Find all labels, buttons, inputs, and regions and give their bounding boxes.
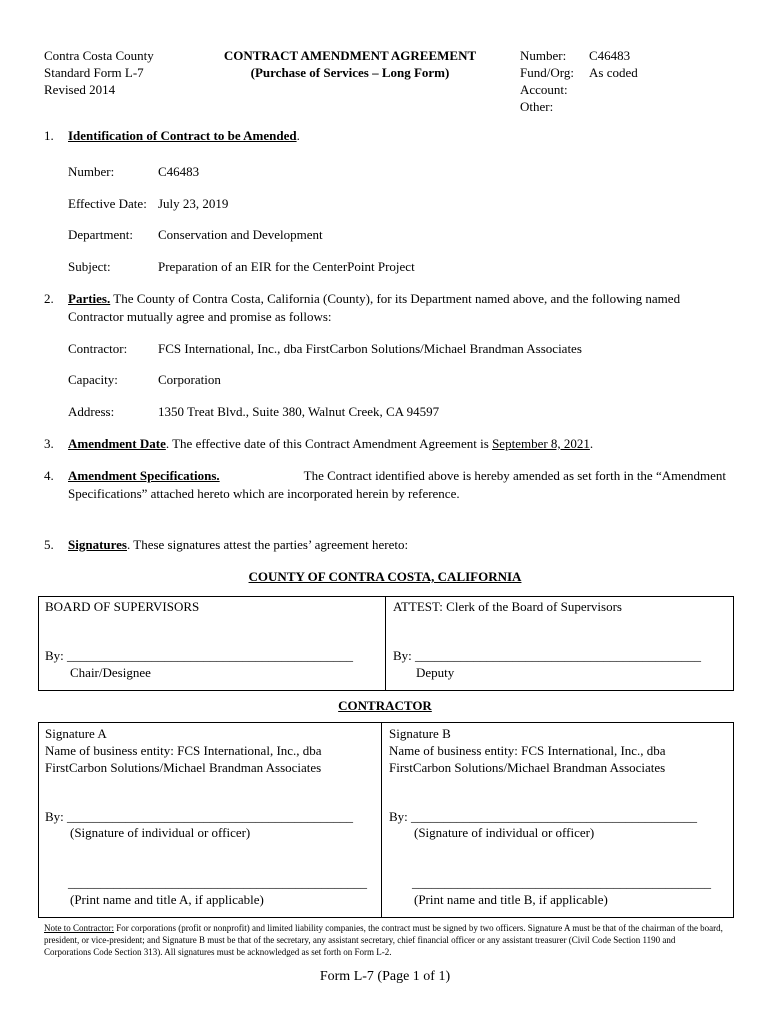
signature-b-heading: Signature B <box>389 726 451 741</box>
field-label-subject: Subject: <box>68 259 111 274</box>
page-footer: Form L-7 (Page 1 of 1) <box>319 969 451 984</box>
signature-b-entity-line-2: FirstCarbon Solutions/Michael Brandman Associates <box>389 760 666 775</box>
signature-a-caption: (Signature of individual or officer) <box>70 825 251 840</box>
form-origin <box>44 47 154 98</box>
signature-b-line[interactable]: By: ____________________________________________ <box>389 809 698 824</box>
deputy-caption: Deputy <box>416 665 455 680</box>
field-value-department: Conservation and Development <box>158 227 323 242</box>
field-label-department: Department: <box>68 227 133 242</box>
field-label-address: Address: <box>68 404 115 419</box>
header-number-labels: Number: Fund/Org: Account: Other: <box>520 48 574 114</box>
signature-a-entity-line-1: Name of business entity: FCS International, Inc., dba <box>45 743 322 758</box>
signature-b-block <box>389 725 666 776</box>
print-name-a-caption: (Print name and title A, if applicable) <box>70 892 264 907</box>
section-2-line-1: Parties. The County of Contra Costa, California (County), for its Department named above, and the following named <box>68 291 681 306</box>
section-5-text: Signatures. These signatures attest the parties’ agreement hereto: <box>68 537 409 552</box>
section-3-text: Amendment Date. The effective date of this Contract Amendment Agreement is September 8, 2021. <box>68 436 594 451</box>
contractor-title: CONTRACTOR <box>338 698 432 713</box>
county-table-divider <box>385 596 386 691</box>
section-1-number: 1. <box>44 128 54 143</box>
section-2-number: 2. <box>44 291 54 306</box>
document-title: CONTRACT AMENDMENT AGREEMENT <box>223 48 477 63</box>
signature-b-entity-line-1: Name of business entity: FCS International, Inc., dba <box>389 743 666 758</box>
section-2-line-2: Contractor mutually agree and promise as follows: <box>68 309 332 324</box>
signature-a-line[interactable]: By: ____________________________________________ <box>45 809 354 824</box>
header-number-values <box>589 47 638 81</box>
section-4-number: 4. <box>44 468 54 483</box>
section-4-line-1: Amendment Specifications. The Contract identified above is hereby amended as set forth in the “Amendment <box>68 468 726 483</box>
field-label-contractor: Contractor: <box>68 341 128 356</box>
print-name-b-caption: (Print name and title B, if applicable) <box>414 892 608 907</box>
field-label-capacity: Capacity: <box>68 372 118 387</box>
field-label-number: Number: <box>68 164 115 179</box>
county-title: COUNTY OF CONTRA COSTA, CALIFORNIA <box>248 569 522 584</box>
field-value-number: C46483 <box>158 164 200 179</box>
print-name-b-line[interactable]: ______________________________________________ <box>412 875 711 890</box>
document-subtitle: (Purchase of Services – Long Form) <box>250 65 450 80</box>
field-value-address: 1350 Treat Blvd., Suite 380, Walnut Creek, CA 94597 <box>158 404 440 419</box>
field-value-effective-date: July 23, 2019 <box>158 196 229 211</box>
header-form: Standard Form L-7 <box>44 65 144 80</box>
header-revised: Revised 2014 <box>44 82 116 97</box>
header-fund-org: As coded <box>589 65 638 80</box>
contractor-table-divider <box>381 722 382 918</box>
attest-heading: ATTEST: Clerk of the Board of Supervisors <box>393 599 622 614</box>
field-value-contractor: FCS International, Inc., dba FirstCarbon Solutions/Michael Brandman Associates <box>158 341 582 356</box>
field-value-subject: Preparation of an EIR for the CenterPoint Project <box>158 259 415 274</box>
deputy-signature-line[interactable]: By: ____________________________________________ <box>393 648 702 663</box>
header-county: Contra Costa County <box>44 48 154 63</box>
board-of-supervisors-heading: BOARD OF SUPERVISORS <box>45 599 200 614</box>
field-value-capacity: Corporation <box>158 372 221 387</box>
section-5-number: 5. <box>44 537 54 552</box>
signature-a-block <box>45 725 322 776</box>
print-name-a-line[interactable]: ______________________________________________ <box>68 875 367 890</box>
signature-a-entity-line-2: FirstCarbon Solutions/Michael Brandman Associates <box>45 760 322 775</box>
amendment-date: September 8, 2021 <box>492 436 590 451</box>
section-1-heading: Identification of Contract to be Amended. <box>68 128 300 143</box>
header-contract-number: C46483 <box>589 48 631 63</box>
note-to-contractor: Note to Contractor: For corporations (profit or nonprofit) and limited liability companies, the contract must be signed by two officers. Signature A must be that of the chairman of the board, president, or vice-president; and Signature B must be that of the secretary, any assistant secretary, chief financial officer or any assistant treasurer (Civil Code Section 1190 and Corporations Code Section 313). All signatures must be acknowledged as set forth on Form L-2. <box>44 923 723 957</box>
chair-signature-line[interactable]: By: ____________________________________________ <box>45 648 354 663</box>
chair-caption: Chair/Designee <box>70 665 151 680</box>
document-title-block <box>205 47 495 81</box>
section-4-line-2: Specifications” attached hereto which are incorporated herein by reference. <box>68 486 460 501</box>
field-label-effective-date: Effective Date: <box>68 196 147 211</box>
signature-a-heading: Signature A <box>45 726 107 741</box>
section-3-number: 3. <box>44 436 54 451</box>
signature-b-caption: (Signature of individual or officer) <box>414 825 595 840</box>
